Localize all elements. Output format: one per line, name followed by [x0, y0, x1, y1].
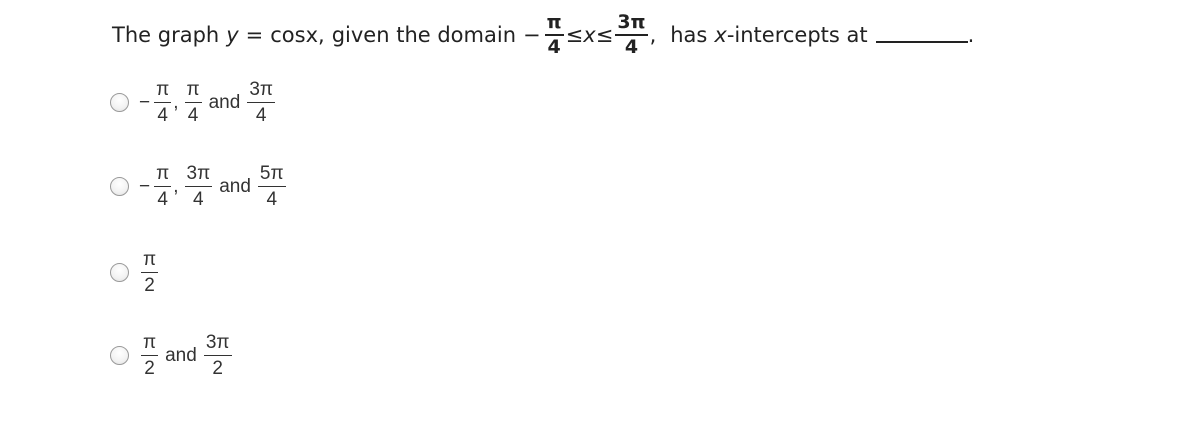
fraction-numerator: 3π	[186, 163, 211, 184]
answer-option-2[interactable]	[110, 164, 288, 209]
fraction-denominator: 2	[144, 358, 155, 379]
var-y: y	[226, 23, 239, 47]
equals-sign: =	[245, 23, 264, 47]
fraction-numerator: π	[186, 79, 200, 100]
radio-button-option-4[interactable]	[110, 346, 129, 365]
fraction	[258, 164, 286, 209]
fraction-denominator: 4	[624, 36, 639, 58]
fraction-bar	[154, 102, 171, 103]
question-text-before: The graph	[112, 23, 220, 47]
fraction	[185, 80, 202, 125]
radio-button-option-1[interactable]	[110, 93, 129, 112]
fraction-bar	[141, 272, 158, 273]
fraction	[154, 164, 171, 209]
fraction-denominator: 4	[193, 189, 204, 210]
fraction-bar	[204, 355, 232, 356]
period: .	[967, 23, 975, 47]
fraction-bar	[141, 355, 158, 356]
fraction-numerator: π	[143, 332, 157, 353]
answer-option-1[interactable]	[110, 80, 277, 125]
fraction-denominator: 4	[157, 105, 168, 126]
fraction-denominator: 2	[144, 275, 155, 296]
fraction-numerator: π	[156, 79, 170, 100]
fraction-denominator: 4	[255, 105, 267, 126]
domain-lower-fraction	[545, 13, 564, 57]
answer-option-4[interactable]	[110, 333, 234, 378]
fraction-bar	[185, 102, 202, 103]
and-text: and	[219, 175, 251, 197]
comma: ,	[649, 23, 657, 47]
answer-option-3[interactable]	[110, 250, 160, 295]
fraction-numerator: π	[546, 11, 562, 33]
fraction-numerator: π	[156, 163, 170, 184]
and-text: and	[165, 344, 197, 366]
fraction-numerator: 3π	[617, 11, 646, 33]
leq-sign: ≤	[565, 23, 584, 47]
fraction-numerator: π	[143, 249, 157, 270]
function-cos: cosx,	[270, 23, 325, 47]
domain-upper-fraction	[615, 13, 647, 57]
comma: ,	[173, 175, 179, 197]
and-text: and	[208, 91, 241, 113]
minus-sign: −	[139, 175, 151, 197]
fraction	[141, 333, 158, 378]
fraction-bar	[247, 102, 275, 103]
fraction	[204, 333, 232, 378]
question-text	[112, 8, 974, 62]
answer-blank	[876, 27, 968, 43]
leq-sign: ≤	[595, 23, 614, 47]
question-text-after: has	[670, 23, 708, 47]
fraction-numerator: 5π	[259, 163, 284, 184]
fraction	[141, 250, 158, 295]
var-x: x	[583, 23, 596, 47]
question-text-end: -intercepts at	[726, 23, 868, 47]
minus-sign: −	[139, 91, 151, 113]
fraction-bar	[185, 186, 213, 187]
question-text-domain: given the domain	[331, 23, 517, 47]
fraction-denominator: 4	[266, 189, 278, 210]
radio-button-option-2[interactable]	[110, 177, 129, 196]
fraction-denominator: 4	[187, 105, 199, 126]
fraction-bar	[154, 186, 171, 187]
fraction-denominator: 4	[157, 189, 168, 210]
fraction-denominator: 2	[212, 358, 223, 379]
fraction-bar	[258, 186, 286, 187]
fraction	[185, 164, 213, 209]
fraction	[247, 80, 275, 125]
radio-button-option-3[interactable]	[110, 263, 129, 282]
comma: ,	[173, 91, 179, 113]
fraction	[154, 80, 171, 125]
domain-minus: −	[523, 23, 541, 47]
fraction-numerator: 3π	[205, 332, 230, 353]
var-x-italic: x	[714, 23, 727, 47]
fraction-numerator: 3π	[249, 79, 273, 100]
fraction-denominator: 4	[547, 36, 561, 58]
